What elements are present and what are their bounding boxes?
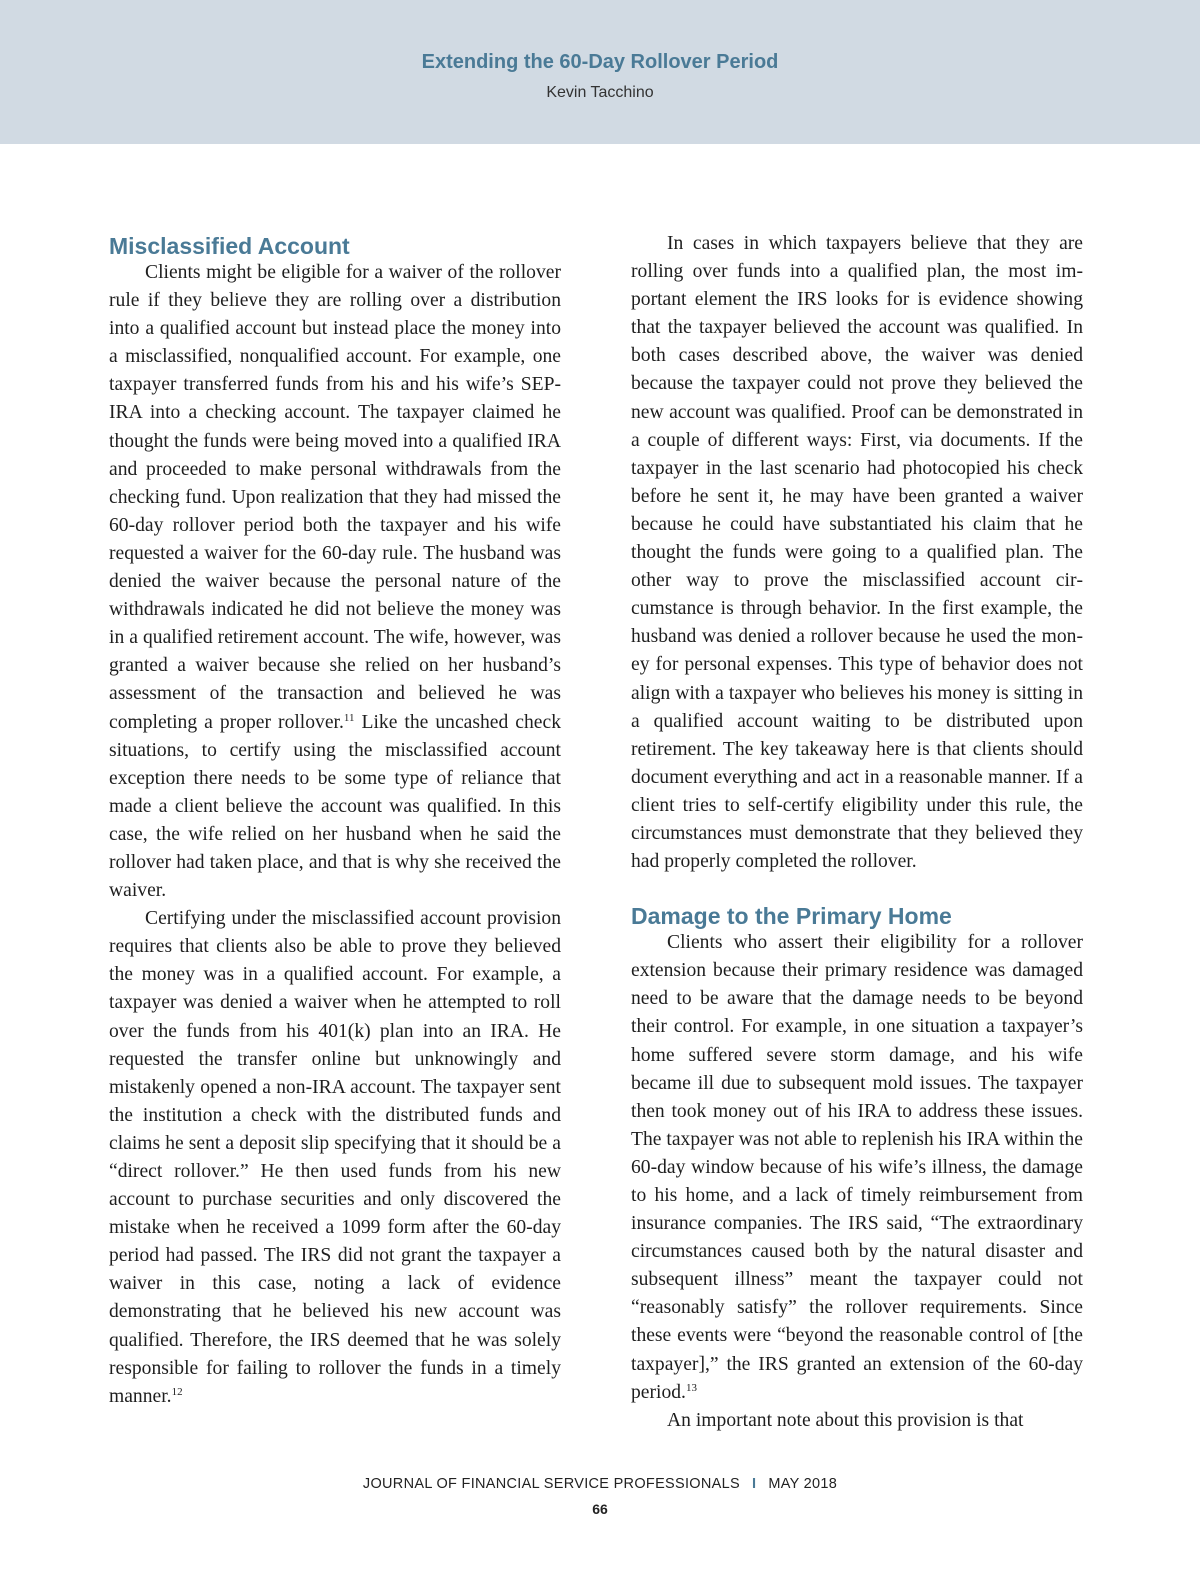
section-heading-misclassified-account: Misclassified Account	[109, 233, 350, 259]
footnote-ref: 13	[685, 1381, 697, 1394]
paragraph	[631, 1407, 1083, 1435]
footnote-ref: 12	[171, 1385, 183, 1398]
section-heading-damage-to-primary-home: Damage to the Primary Home	[631, 903, 952, 930]
right-column	[631, 230, 1083, 1435]
footnote-ref: 11	[343, 711, 355, 724]
article-title: Extending the 60-Day Rollover Period	[421, 51, 779, 73]
footer-separator: I	[751, 1476, 757, 1492]
header-band	[0, 0, 1200, 144]
paragraph-text: Clients might be eligible for a waiver of the rollover rule if they believe they are rolling over a distribution into a qualified account but instead place the money into a misclassified, nonqualified account. For example, one taxpayer transferred funds from his and his wife’s SEP-IRA into a checking account. The taxpayer claimed he thought the funds were being moved into a qualified IRA and proceeded to make personal withdrawals from the checking fund. Upon realization that they had missed the 60-day rollover period both the taxpayer and his wife requested a waiver for the 60-day rule. The husband was denied the waiver because the personal nature of the withdrawals indicated he did not believe the money was in a qualified retirement account. The wife, however, was granted a waiver because she relied on her husband’s assessment of the transaction and believed he was completing a proper rollover.	[109, 262, 561, 733]
left-column	[109, 230, 561, 1411]
paragraph-text: In cases in which taxpayers believe that they are rolling over funds into a qualified plan, the most important element the IRS looks for is evidence showing that the taxpayer believed the account was qualified. In both cases described above, the waiver was denied because the taxpayer could not prove they believed the new account was qualified. Proof can be demonstrated in a couple of different ways: First, via documents. If the taxpayer in the last scenario had photocopied his check before he sent it, he may have been granted a waiver because he could have substantiated his claim that he thought the funds were going to a qualified plan. The other way to prove the misclassified account circumstance is through behavior. In the first example, the husband was denied a rollover because he used the money for personal expenses. This type of behavior does not align with a taxpayer who believes his money is sitting in a qualified account waiting to be distributed upon retirement. The key takeaway here is that clients should document everything and act in a reasonable manner. If a client tries to self-certify eligibility under this rule, the circumstances must demonstrate that they believed they had properly completed the rollover.	[631, 233, 1083, 873]
issue-date: MAY 2018	[768, 1476, 838, 1492]
paragraph-text: Clients who assert their eligibility for a rollover extension because their primary residence was damaged need to be aware that the damage needs to be beyond their control. For example, in one situation a taxpayer’s home suffered severe storm damage, and his wife became ill due to subsequent mold issues. The taxpayer then took money out of his IRA to address these issues. The taxpayer was not able to replenish his IRA within the 60-day window because of his wife’s illness, the damage to his home, and a lack of timely reimbursement from insurance companies. The IRS said, “The extraordinary circumstances caused both by the natural disaster and subsequent illness” meant the taxpayer could not “reasonably satisfy” the rollover requirements. Since these events were “beyond the reasonable control of [the taxpayer],” the IRS granted an extension of the 60-day period.	[631, 932, 1083, 1403]
paragraph-text: Like the uncashed check situations, to certify using the misclassified account exception there needs to be some type of reliance that made a client believe the account was qualified. In this case, the wife relied on her husband when he said the rollover had taken place, and that is why she received the waiver.	[109, 711, 561, 902]
paragraph	[109, 259, 561, 905]
footer-journal-line	[0, 1476, 1200, 1492]
journal-name: JOURNAL OF FINANCIAL SERVICE PROFESSIONALS	[362, 1476, 740, 1492]
paragraph-text: Certifying under the misclassified account provision requires that clients also be able to prove they believed the money was in a qualified account. For example, a taxpayer was denied a waiver when he attempted to roll over the funds from his 401(k) plan into an IRA. He requested the transfer online but unknowingly and mistakenly opened a non-IRA account. The taxpayer sent the institution a check with the distributed funds and claims he sent a deposit slip specifying that it should be a “direct rollover.” He then used funds from his new account to purchase securities and only discovered the mistake when he received a 1099 form after the 60-day period had passed. The IRS did not grant the taxpayer a waiver in this case, noting a lack of evidence demonstrating that he believed his new account was qualified. Therefore, the IRS deemed that he was solely responsible for failing to rollover the funds in a timely manner.	[109, 908, 561, 1407]
paragraph-text: An important note about this provision is that	[667, 1409, 1024, 1431]
paragraph	[109, 905, 561, 1411]
paragraph	[631, 230, 1083, 876]
page-number: 66	[592, 1501, 608, 1517]
article-author: Kevin Tacchino	[546, 84, 654, 101]
paragraph	[631, 929, 1083, 1407]
